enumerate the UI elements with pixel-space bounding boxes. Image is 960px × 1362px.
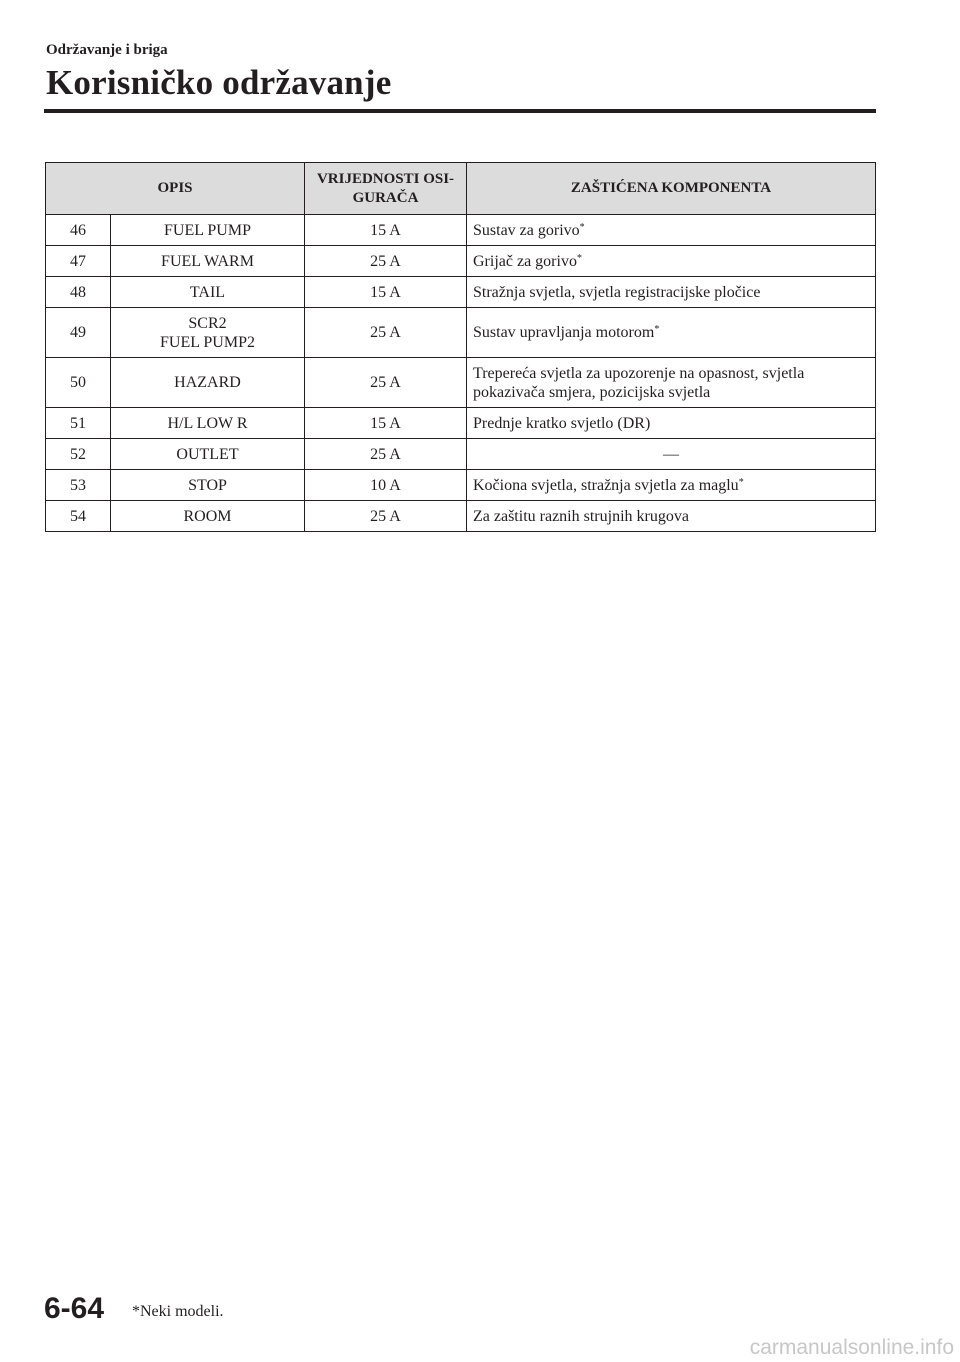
table-row bbox=[46, 308, 876, 358]
component-text: Sustav upravljanja motorom bbox=[473, 324, 655, 341]
fuse-rating: 25 A bbox=[305, 501, 467, 532]
footnote-marker: * bbox=[738, 476, 744, 488]
row-number: 46 bbox=[46, 215, 111, 246]
fuse-name: OUTLET bbox=[111, 439, 305, 470]
fuse-table bbox=[45, 162, 876, 532]
protected-component bbox=[467, 501, 876, 532]
table-row bbox=[46, 277, 876, 308]
header-vrijednosti-line2: GURAČA bbox=[352, 189, 419, 206]
fuse-rating: 25 A bbox=[305, 358, 467, 408]
footnote-marker: * bbox=[579, 221, 585, 233]
page-number: 6-64 bbox=[44, 1292, 105, 1325]
protected-component bbox=[467, 246, 876, 277]
row-number: 48 bbox=[46, 277, 111, 308]
row-number: 51 bbox=[46, 408, 111, 439]
fuse-rating: 15 A bbox=[305, 408, 467, 439]
protected-component bbox=[467, 277, 876, 308]
title-divider bbox=[44, 109, 876, 113]
table-row bbox=[46, 501, 876, 532]
footnote-marker: * bbox=[576, 252, 582, 264]
table-row bbox=[46, 470, 876, 501]
protected-component bbox=[467, 308, 876, 358]
protected-component bbox=[467, 439, 876, 470]
fuse-rating: 25 A bbox=[305, 246, 467, 277]
table-row bbox=[46, 439, 876, 470]
fuse-rating: 25 A bbox=[305, 308, 467, 358]
fuse-name: ROOM bbox=[111, 501, 305, 532]
row-number: 49 bbox=[46, 308, 111, 358]
fuse-name bbox=[111, 308, 305, 358]
protected-component bbox=[467, 358, 876, 408]
fuse-name: TAIL bbox=[111, 277, 305, 308]
fuse-name: HAZARD bbox=[111, 358, 305, 408]
watermark: carmanualsonline.info bbox=[749, 1336, 954, 1359]
component-text: Kočiona svjetla, stražnja svjetla za maglu bbox=[473, 476, 739, 494]
fuse-name: FUEL WARM bbox=[111, 246, 305, 277]
fuse-name: STOP bbox=[111, 470, 305, 501]
table-header-row bbox=[46, 163, 876, 215]
page-title: Korisničko održavanje bbox=[46, 63, 392, 102]
header-komponenta: ZAŠTIĆENA KOMPONENTA bbox=[467, 163, 876, 215]
component-text: — bbox=[663, 445, 679, 463]
component-text: Prednje kratko svjetlo (DR) bbox=[473, 414, 651, 432]
protected-component bbox=[467, 408, 876, 439]
protected-component bbox=[467, 470, 876, 501]
row-number: 50 bbox=[46, 358, 111, 408]
fuse-rating: 15 A bbox=[305, 215, 467, 246]
footnote: *Neki modeli. bbox=[132, 1303, 224, 1320]
section-label: Održavanje i briga bbox=[46, 42, 168, 58]
table-row bbox=[46, 408, 876, 439]
fuse-rating: 15 A bbox=[305, 277, 467, 308]
row-number: 52 bbox=[46, 439, 111, 470]
component-text-line2: pokazivača smjera, pozicijska svjetla bbox=[473, 383, 711, 401]
row-number: 53 bbox=[46, 470, 111, 501]
table-row bbox=[46, 358, 876, 408]
footnote-marker: * bbox=[654, 324, 660, 335]
fuse-rating: 10 A bbox=[305, 470, 467, 501]
header-vrijednosti bbox=[305, 163, 467, 215]
component-text-line1: Trepereća svjetla za upozorenje na opasnost, svjetla bbox=[473, 364, 805, 382]
component-text: Za zaštitu raznih strujnih krugova bbox=[473, 507, 689, 525]
table-row bbox=[46, 215, 876, 246]
fuse-name-line2: FUEL PUMP2 bbox=[160, 333, 255, 351]
header-vrijednosti-line1: VRIJEDNOSTI OSI- bbox=[316, 170, 455, 187]
row-number: 54 bbox=[46, 501, 111, 532]
component-text: Stražnja svjetla, svjetla registracijske pločice bbox=[473, 283, 761, 301]
component-text: Sustav za gorivo bbox=[473, 221, 580, 239]
protected-component bbox=[467, 215, 876, 246]
fuse-name: H/L LOW R bbox=[111, 408, 305, 439]
table-row bbox=[46, 246, 876, 277]
header-opis: OPIS bbox=[46, 163, 305, 215]
component-text: Grijač za gorivo bbox=[473, 252, 577, 270]
fuse-name-line1: SCR2 bbox=[188, 314, 227, 332]
fuse-name: FUEL PUMP bbox=[111, 215, 305, 246]
fuse-rating: 25 A bbox=[305, 439, 467, 470]
row-number: 47 bbox=[46, 246, 111, 277]
